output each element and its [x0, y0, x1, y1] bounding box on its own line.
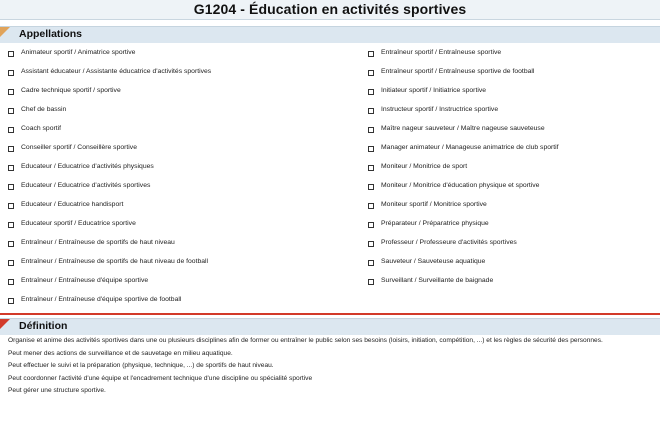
checkbox-bullet-icon [368, 70, 374, 76]
appellation-label: Moniteur sportif / Monitrice sportive [381, 201, 487, 208]
appellation-label: Manager animateur / Manageuse animatrice de club sportif [381, 144, 559, 151]
checkbox-bullet-icon [8, 222, 14, 228]
checkbox-bullet-icon [368, 279, 374, 285]
definition-line: Peut coordonner l'activité d'une équipe et l'encadrement technique d'une discipline ou spécialité sportive [8, 374, 313, 382]
checkbox-bullet-icon [8, 165, 14, 171]
checkbox-bullet-icon [368, 203, 374, 209]
appellation-label: Animateur sportif / Animatrice sportive [21, 49, 136, 56]
appellation-label: Entraîneur / Entraîneuse d'équipe sportive [21, 277, 149, 284]
checkbox-bullet-icon [368, 165, 374, 171]
checkbox-bullet-icon [368, 241, 374, 247]
appellation-label: Préparateur / Préparatrice physique [381, 220, 489, 227]
appellation-label: Initiateur sportif / Initiatrice sportive [381, 87, 487, 94]
appellation-label: Instructeur sportif / Instructrice sportive [381, 106, 499, 113]
appellation-label: Entraîneur / Entraîneuse de sportifs de haut niveau [21, 239, 175, 246]
appellation-label: Entraîneur sportif / Entraîneuse sportive de football [381, 68, 535, 75]
checkbox-bullet-icon [8, 203, 14, 209]
page-title: G1204 - Éducation en activités sportives [193, 1, 467, 17]
definition-line: Peut gérer une structure sportive. [8, 387, 106, 394]
checkbox-bullet-icon [8, 241, 14, 247]
checkbox-bullet-icon [368, 146, 374, 152]
checkbox-bullet-icon [368, 108, 374, 114]
checkbox-bullet-icon [368, 184, 374, 190]
checkbox-bullet-icon [368, 51, 374, 57]
appellation-label: Conseiller sportif / Conseillère sportive [21, 144, 137, 151]
checkbox-bullet-icon [8, 184, 14, 190]
appellation-label: Educateur sportif / Educatrice sportive [21, 220, 136, 227]
checkbox-bullet-icon [368, 127, 374, 133]
checkbox-bullet-icon [368, 222, 374, 228]
appellation-label: Entraîneur / Entraîneuse d'équipe sportive de football [21, 296, 182, 303]
checkbox-bullet-icon [8, 127, 14, 133]
appellation-label: Educateur / Educatrice d'activités sportives [21, 182, 151, 189]
appellation-label: Surveillant / Surveillante de baignade [381, 277, 494, 284]
checkbox-bullet-icon [8, 108, 14, 114]
appellation-label: Educateur / Educatrice d'activités physiques [21, 163, 154, 170]
checkbox-bullet-icon [8, 298, 14, 304]
checkbox-bullet-icon [368, 260, 374, 266]
appellations-header [0, 26, 660, 43]
checkbox-bullet-icon [8, 279, 14, 285]
red-triangle-icon [0, 319, 10, 329]
appellation-label: Coach sportif [21, 125, 62, 132]
appellation-label: Entraîneur sportif / Entraîneuse sportive [381, 49, 502, 56]
definition-line: Organise et anime des activités sportives dans une ou plusieurs disciplines afin de former ou entraîner le public selon ses besoins (loisirs, initiation, compétition, ...) et les règles de sécurité des personnes. [8, 337, 603, 344]
appellations-heading: Appellations [19, 28, 83, 40]
definition-line: Peut mener des actions de surveillance et de sauvetage en milieu aquatique. [8, 349, 233, 357]
appellation-label: Moniteur / Monitrice d'éducation physique et sportive [381, 182, 540, 189]
appellation-label: Educateur / Educatrice handisport [21, 201, 124, 208]
appellation-label: Professeur / Professeure d'activités sportives [381, 239, 517, 246]
checkbox-bullet-icon [8, 146, 14, 152]
checkbox-bullet-icon [368, 89, 374, 95]
definition-heading: Définition [19, 320, 68, 332]
definition-header [0, 318, 660, 335]
checkbox-bullet-icon [8, 260, 14, 266]
appellation-label: Sauveteur / Sauveteuse aquatique [381, 258, 486, 265]
appellation-label: Entraîneur / Entraîneuse de sportifs de haut niveau de football [21, 258, 209, 265]
appellation-label: Chef de bassin [21, 106, 67, 113]
definition-divider [0, 313, 660, 315]
appellation-label: Moniteur / Monitrice de sport [381, 163, 468, 170]
checkbox-bullet-icon [8, 89, 14, 95]
definition-line: Peut effectuer le suivi et la préparation (physique, technique, ...) de sportifs de haut niveau. [8, 362, 274, 369]
appellation-label: Cadre technique sportif / sportive [21, 87, 121, 94]
appellation-label: Assistant éducateur / Assistante éducatrice d'activités sportives [21, 68, 212, 75]
checkbox-bullet-icon [8, 51, 14, 57]
orange-triangle-icon [0, 27, 10, 37]
appellation-label: Maître nageur sauveteur / Maître nageuse sauveteuse [381, 125, 545, 132]
checkbox-bullet-icon [8, 70, 14, 76]
